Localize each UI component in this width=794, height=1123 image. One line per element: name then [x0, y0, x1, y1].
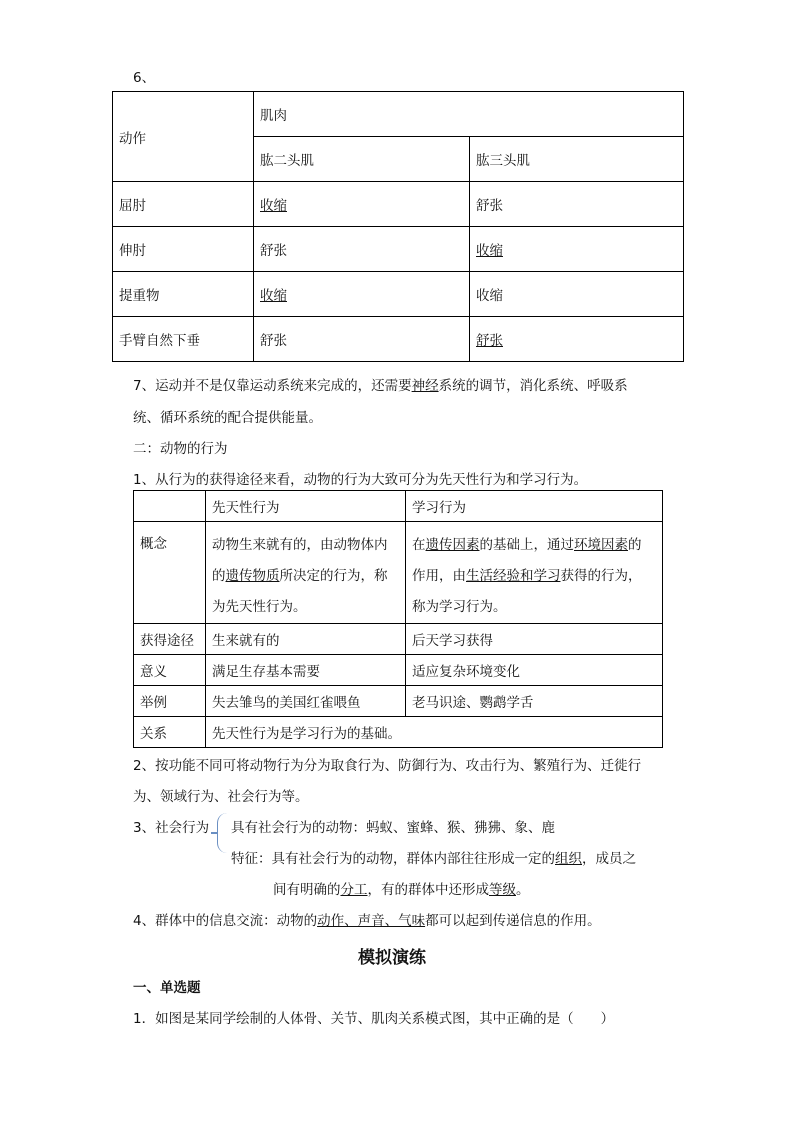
- header-biceps: 肱二头肌: [254, 137, 470, 182]
- header-empty: [134, 491, 206, 522]
- triceps-cell: [470, 317, 684, 362]
- section-2-title: 二：动物的行为: [133, 441, 228, 457]
- answer-underlined: 收缩: [260, 198, 287, 214]
- question-1: 1．如图是某同学绘制的人体骨、关节、肌肉关系模式图，其中正确的是（ ）: [133, 1011, 615, 1027]
- answer-underlined: 神经: [411, 378, 439, 394]
- paragraph-1: 1、从行为的获得途径来看，动物的行为大致可分为先天性行为和学习行为。: [133, 472, 588, 488]
- header-triceps: 肱三头肌: [470, 137, 684, 182]
- innate-concept: 动物生来就有的，由动物体内 的遗传物质所决定的行为，称 为先天性行为。: [206, 522, 406, 624]
- biceps-cell: [254, 182, 470, 227]
- answer-underlined: 遗传因素: [425, 537, 480, 553]
- header-muscle: 肌肉: [254, 92, 684, 137]
- behavior-table: [133, 490, 663, 748]
- social-features-line1: 特征：具有社会行为的动物，群体内部往往形成一定的组织，成员之: [231, 851, 636, 867]
- header-action: 动作: [113, 92, 254, 182]
- table-row: 意义 满足生存基本需要 适应复杂环境变化: [134, 655, 663, 686]
- paragraph-7-line1: 7、运动并不是仅靠运动系统来完成的，还需要神经系统的调节，消化系统、呼吸系: [133, 378, 628, 394]
- action-cell: 伸肘: [113, 227, 254, 272]
- concept-label: 概念: [134, 522, 206, 624]
- social-animals-line: 具有社会行为的动物：蚂蚁、蜜蜂、猴、狒狒、象、鹿: [231, 820, 555, 836]
- answer-underlined: 组织: [555, 851, 582, 867]
- triceps-cell: 舒张: [470, 182, 684, 227]
- biceps-cell: 舒张: [254, 227, 470, 272]
- answer-underlined: 舒张: [476, 333, 503, 349]
- answer-underlined: 分工: [340, 882, 368, 898]
- table-row: [113, 182, 684, 227]
- answer-underlined: 等级: [489, 882, 516, 898]
- table-row: 举例 失去雏鸟的美国红雀喂鱼 老马识途、鹦鹉学舌: [134, 686, 663, 717]
- biceps-cell: 舒张: [254, 317, 470, 362]
- triceps-cell: [470, 227, 684, 272]
- header-innate: 先天性行为: [206, 491, 406, 522]
- answer-underlined: 遗传物质: [225, 568, 280, 584]
- muscle-table: [112, 91, 684, 362]
- paragraph-4: 4、群体中的信息交流：动物的动作、声音、气味都可以起到传递信息的作用。: [133, 913, 601, 929]
- biceps-cell: [254, 272, 470, 317]
- relation-text: 先天性行为是学习行为的基础。: [206, 717, 663, 748]
- social-features-line2: 间有明确的分工，有的群体中还形成等级。: [273, 882, 530, 898]
- action-cell: 屈肘: [113, 182, 254, 227]
- action-cell: 提重物: [113, 272, 254, 317]
- table-row: [113, 272, 684, 317]
- answer-underlined: 动作、声音、气味: [317, 913, 426, 929]
- answer-underlined: 环境因素: [574, 537, 628, 553]
- answer-underlined: 收缩: [260, 288, 287, 304]
- table-row: [113, 227, 684, 272]
- table-row: [113, 317, 684, 362]
- mc-section-title: 一、单选题: [133, 980, 201, 996]
- paragraph-3-label: 3、社会行为: [133, 820, 210, 836]
- learned-concept: 在遗传因素的基础上，通过环境因素的 作用，由生活经验和学习获得的行为， 称为学习行为。: [406, 522, 663, 624]
- triceps-cell: 收缩: [470, 272, 684, 317]
- relation-label: 关系: [134, 717, 206, 748]
- answer-underlined: 收缩: [476, 243, 503, 259]
- action-cell: 手臂自然下垂: [113, 317, 254, 362]
- brace-icon: [217, 813, 228, 853]
- header-learned: 学习行为: [406, 491, 663, 522]
- paragraph-2-line2: 为、领域行为、社会行为等。: [133, 789, 309, 805]
- table-row: 获得途径 生来就有的 后天学习获得: [134, 624, 663, 655]
- table-row: [134, 717, 663, 748]
- paragraph-7-line2: 统、循环系统的配合提供能量。: [133, 410, 322, 426]
- section-6-number: 6、: [133, 70, 156, 86]
- exercise-title: 模拟演练: [358, 948, 426, 968]
- answer-underlined: 生活经验和学习: [466, 568, 561, 584]
- paragraph-2-line1: 2、按功能不同可将动物行为分为取食行为、防御行为、攻击行为、繁殖行为、迁徙行: [133, 758, 642, 774]
